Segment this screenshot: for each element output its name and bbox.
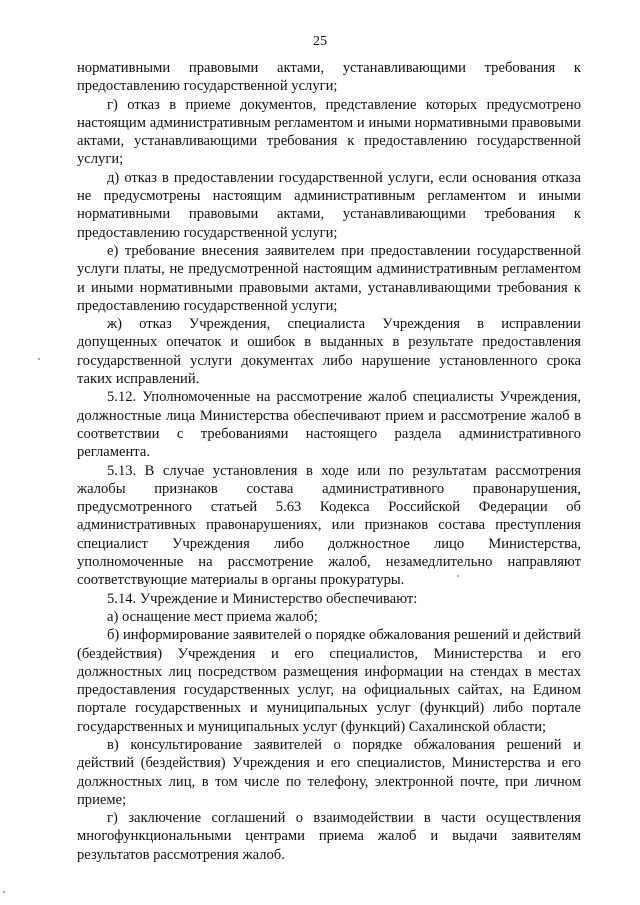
- paragraph-item-a: а) оснащение мест приема жалоб;: [107, 608, 318, 625]
- scan-speck: [3, 891, 5, 893]
- document-body: [77, 59, 581, 864]
- paragraph-5-13: 5.13. В случае установления в ходе или по результатам рассмотрения жалобы признаков состава административного правонарушения, предусмотренного статьей 5.63 Кодекса Российской Федерации об административных правонарушениях, или признаков состава преступления специалист Учреждения либо должностное лицо Министерства, уполномоченные на рассмотрение жалоб, незамедлительно направляют соответствующие материалы в органы прокуратуры.: [77, 462, 581, 589]
- page-number: 25: [313, 34, 327, 49]
- paragraph-item-d: д) отказ в предоставлении государственной услуги, если основания отказа не предусмотрены настоящим административным регламентом и иными нормативными правовыми актами, устанавливающими требования к предоставлению государственной услуги;: [77, 169, 581, 241]
- scan-speck: [457, 575, 459, 577]
- paragraph-continuation: нормативными правовыми актами, устанавливающими требования к предоставлению государственной услуги;: [77, 60, 581, 95]
- scan-speck: [38, 358, 40, 360]
- paragraph-item-b: б) информирование заявителей о порядке обжалования решений и действий (бездействия) Учреждения и его специалистов, Министерства и его должностных лиц посредством размещения информации на стендах в местах предоставления государственных услуг, на официальных сайтах, на Едином портале государственных и муниципальных услуг (функций) либо портале государственных и муниципальных услуг (функций) Сахалинской области;: [77, 627, 581, 735]
- paragraph-item-g: г) отказ в приеме документов, представление которых предусмотрено настоящим административным регламентом и иными нормативными правовыми актами, устанавливающими требования к предоставлению государственной услуги;: [77, 96, 581, 168]
- paragraph-item-v: в) консультирование заявителей о порядке обжалования решений и действий (бездействия) Учреждения и его специалистов, Министерства и его должностных лиц, в том числе по телефону, электронной почте, при личном приеме;: [77, 736, 581, 808]
- paragraph-5-14: 5.14. Учреждение и Министерство обеспечивают:: [107, 590, 418, 607]
- paragraph-item-g2: г) заключение соглашений о взаимодействии в части осуществления многофункциональными центрами приема жалоб и выдачи заявителям результатов рассмотрения жалоб.: [77, 810, 581, 863]
- paragraph-5-12: 5.12. Уполномоченные на рассмотрение жалоб специалисты Учреждения, должностные лица Министерства обеспечивают прием и рассмотрение жалоб в соответствии с требованиями настоящего раздела административного регламента.: [77, 389, 581, 461]
- paragraph-item-zh: ж) отказ Учреждения, специалиста Учреждения в исправлении допущенных опечаток и ошибок в выданных в результате предоставления государственной услуги документах либо нарушение установленного срока таких исправлений.: [77, 316, 581, 388]
- paragraph-item-e: е) требование внесения заявителем при предоставлении государственной услуги платы, не предусмотренной настоящим административным регламентом и иными нормативными правовыми актами, устанавливающими требования к предоставлению государственной услуги;: [77, 242, 581, 314]
